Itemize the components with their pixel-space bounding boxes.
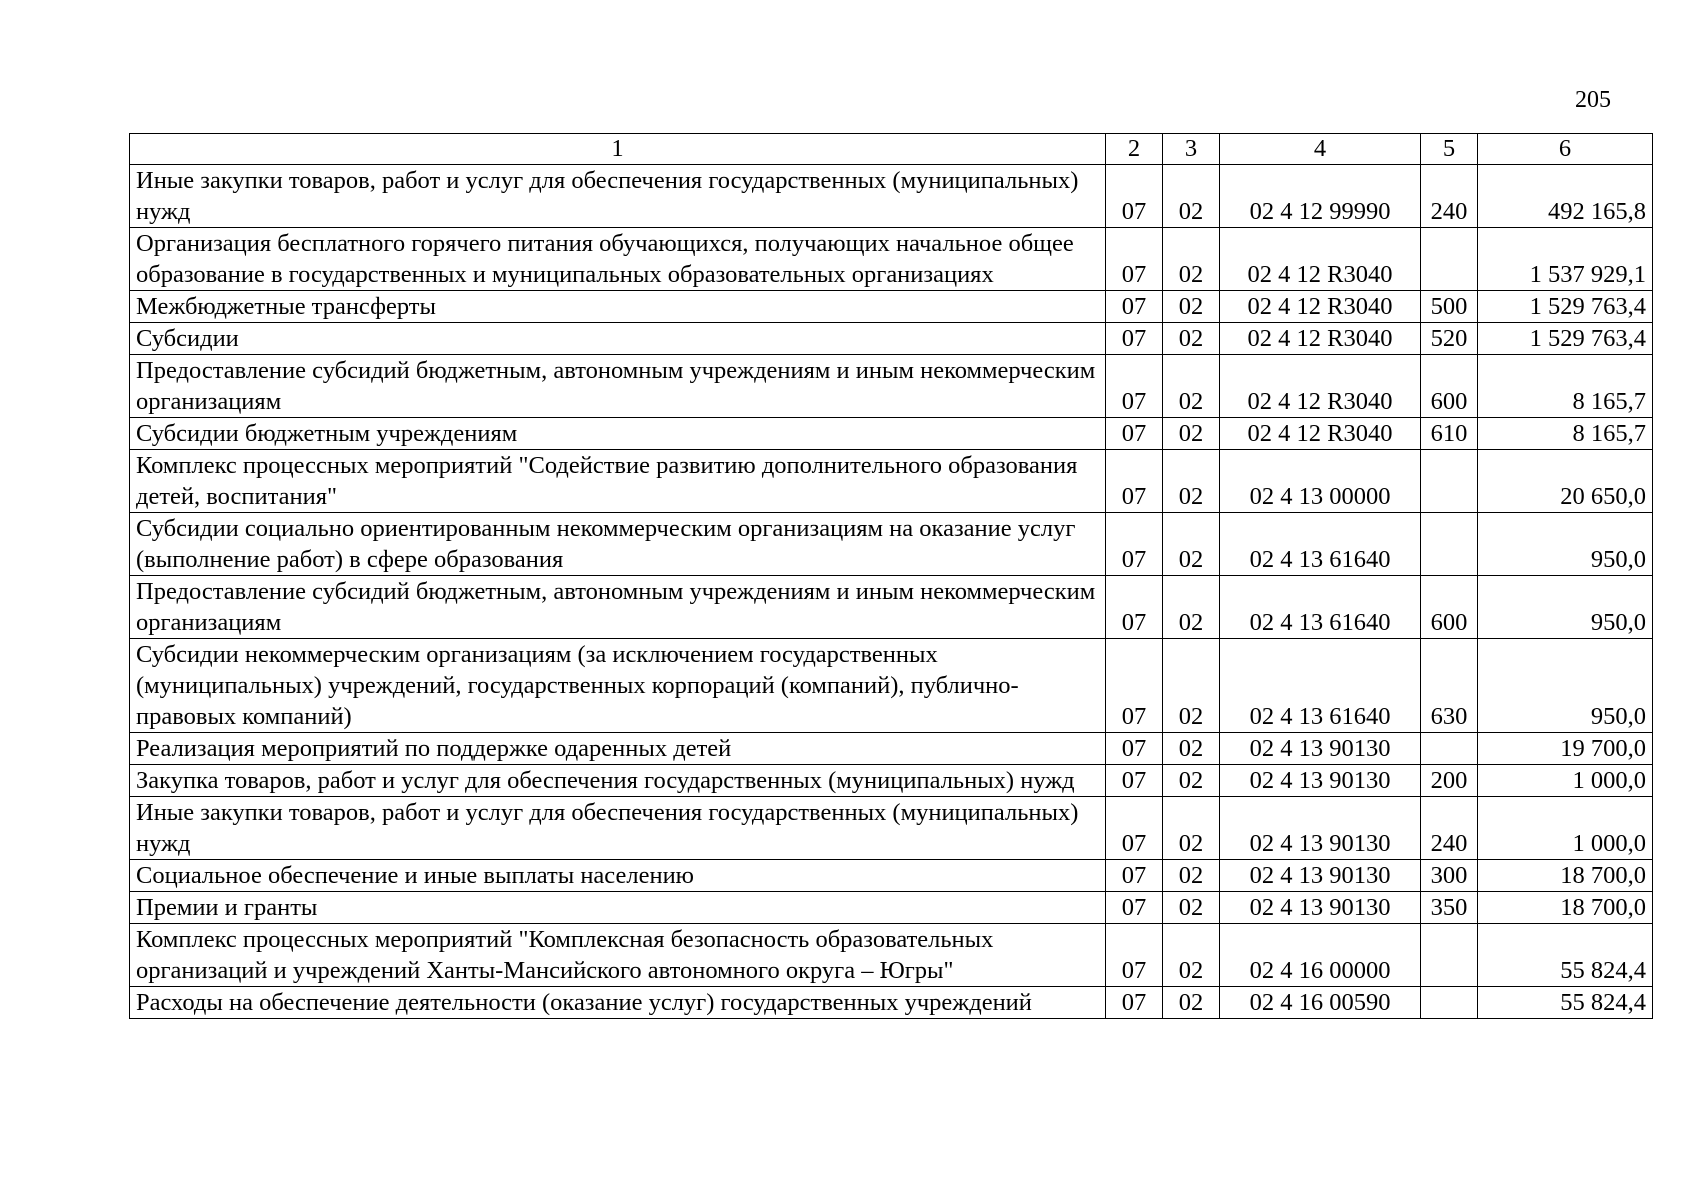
row-subsection: 02 bbox=[1163, 355, 1220, 418]
table-row bbox=[130, 450, 1653, 513]
table-row bbox=[130, 355, 1653, 418]
row-section: 07 bbox=[1106, 797, 1163, 860]
row-section: 07 bbox=[1106, 513, 1163, 576]
row-subsection: 02 bbox=[1163, 797, 1220, 860]
row-section: 07 bbox=[1106, 924, 1163, 987]
row-subsection: 02 bbox=[1163, 639, 1220, 733]
row-target-article: 02 4 13 61640 bbox=[1220, 513, 1421, 576]
row-amount: 8 165,7 bbox=[1478, 418, 1653, 450]
table-row bbox=[130, 924, 1653, 987]
row-expense-type: 300 bbox=[1421, 860, 1478, 892]
row-section: 07 bbox=[1106, 892, 1163, 924]
row-subsection: 02 bbox=[1163, 892, 1220, 924]
row-name: Комплекс процессных мероприятий "Содействие развитию дополнительного образования детей, воспитания" bbox=[130, 450, 1106, 513]
table-body bbox=[130, 165, 1653, 1019]
row-target-article: 02 4 16 00000 bbox=[1220, 924, 1421, 987]
row-subsection: 02 bbox=[1163, 765, 1220, 797]
header-col-4: 4 bbox=[1220, 134, 1421, 165]
row-section: 07 bbox=[1106, 450, 1163, 513]
row-section: 07 bbox=[1106, 860, 1163, 892]
row-target-article: 02 4 13 90130 bbox=[1220, 892, 1421, 924]
row-section: 07 bbox=[1106, 165, 1163, 228]
row-name: Организация бесплатного горячего питания обучающихся, получающих начальное общее образование в государственных и муниципальных образовательных организациях bbox=[130, 228, 1106, 291]
row-section: 07 bbox=[1106, 576, 1163, 639]
row-target-article: 02 4 12 99990 bbox=[1220, 165, 1421, 228]
row-target-article: 02 4 12 R3040 bbox=[1220, 291, 1421, 323]
row-subsection: 02 bbox=[1163, 924, 1220, 987]
row-expense-type bbox=[1421, 513, 1478, 576]
header-row bbox=[130, 134, 1653, 165]
row-amount: 55 824,4 bbox=[1478, 987, 1653, 1019]
row-subsection: 02 bbox=[1163, 165, 1220, 228]
row-expense-type bbox=[1421, 228, 1478, 291]
row-expense-type: 630 bbox=[1421, 639, 1478, 733]
row-name: Субсидии bbox=[130, 323, 1106, 355]
row-subsection: 02 bbox=[1163, 860, 1220, 892]
table-row bbox=[130, 228, 1653, 291]
row-subsection: 02 bbox=[1163, 450, 1220, 513]
row-expense-type: 500 bbox=[1421, 291, 1478, 323]
row-name: Предоставление субсидий бюджетным, автономным учреждениям и иным некоммерческим организациям bbox=[130, 355, 1106, 418]
row-expense-type: 600 bbox=[1421, 576, 1478, 639]
row-amount: 1 529 763,4 bbox=[1478, 291, 1653, 323]
row-subsection: 02 bbox=[1163, 418, 1220, 450]
row-amount: 1 537 929,1 bbox=[1478, 228, 1653, 291]
header-col-1: 1 bbox=[130, 134, 1106, 165]
row-section: 07 bbox=[1106, 765, 1163, 797]
table-row bbox=[130, 576, 1653, 639]
row-expense-type: 200 bbox=[1421, 765, 1478, 797]
row-section: 07 bbox=[1106, 355, 1163, 418]
row-expense-type bbox=[1421, 987, 1478, 1019]
row-section: 07 bbox=[1106, 323, 1163, 355]
row-target-article: 02 4 12 R3040 bbox=[1220, 323, 1421, 355]
row-name: Иные закупки товаров, работ и услуг для обеспечения государственных (муниципальных) нужд bbox=[130, 797, 1106, 860]
row-name: Субсидии бюджетным учреждениям bbox=[130, 418, 1106, 450]
row-name: Комплекс процессных мероприятий "Комплексная безопасность образовательных организаций и учреждений Ханты-Мансийского автономного округа – Югры" bbox=[130, 924, 1106, 987]
table-row bbox=[130, 291, 1653, 323]
row-name: Предоставление субсидий бюджетным, автономным учреждениям и иным некоммерческим организациям bbox=[130, 576, 1106, 639]
row-amount: 492 165,8 bbox=[1478, 165, 1653, 228]
row-subsection: 02 bbox=[1163, 733, 1220, 765]
row-expense-type: 610 bbox=[1421, 418, 1478, 450]
row-expense-type: 240 bbox=[1421, 165, 1478, 228]
row-subsection: 02 bbox=[1163, 513, 1220, 576]
table-row bbox=[130, 513, 1653, 576]
row-expense-type: 600 bbox=[1421, 355, 1478, 418]
row-target-article: 02 4 12 R3040 bbox=[1220, 228, 1421, 291]
row-name: Закупка товаров, работ и услуг для обеспечения государственных (муниципальных) нужд bbox=[130, 765, 1106, 797]
row-amount: 950,0 bbox=[1478, 639, 1653, 733]
row-expense-type bbox=[1421, 450, 1478, 513]
budget-table bbox=[129, 133, 1653, 1019]
row-name: Субсидии некоммерческим организациям (за исключением государственных (муниципальных) учреждений, государственных корпораций (компаний), публично-правовых компаний) bbox=[130, 639, 1106, 733]
row-target-article: 02 4 13 90130 bbox=[1220, 797, 1421, 860]
row-amount: 1 000,0 bbox=[1478, 797, 1653, 860]
row-section: 07 bbox=[1106, 418, 1163, 450]
row-target-article: 02 4 13 90130 bbox=[1220, 860, 1421, 892]
table-row bbox=[130, 165, 1653, 228]
row-target-article: 02 4 13 00000 bbox=[1220, 450, 1421, 513]
row-name: Межбюджетные трансферты bbox=[130, 291, 1106, 323]
row-target-article: 02 4 12 R3040 bbox=[1220, 418, 1421, 450]
row-section: 07 bbox=[1106, 228, 1163, 291]
row-amount: 8 165,7 bbox=[1478, 355, 1653, 418]
header-col-5: 5 bbox=[1421, 134, 1478, 165]
page-number: 205 bbox=[1575, 87, 1611, 113]
row-name: Иные закупки товаров, работ и услуг для обеспечения государственных (муниципальных) нужд bbox=[130, 165, 1106, 228]
row-subsection: 02 bbox=[1163, 323, 1220, 355]
table-row bbox=[130, 323, 1653, 355]
table-row bbox=[130, 797, 1653, 860]
row-target-article: 02 4 13 61640 bbox=[1220, 576, 1421, 639]
row-amount: 950,0 bbox=[1478, 576, 1653, 639]
row-name: Субсидии социально ориентированным некоммерческим организациям на оказание услуг (выполнение работ) в сфере образования bbox=[130, 513, 1106, 576]
row-expense-type bbox=[1421, 924, 1478, 987]
row-expense-type: 240 bbox=[1421, 797, 1478, 860]
row-section: 07 bbox=[1106, 291, 1163, 323]
row-amount: 20 650,0 bbox=[1478, 450, 1653, 513]
row-expense-type: 350 bbox=[1421, 892, 1478, 924]
row-expense-type bbox=[1421, 733, 1478, 765]
row-amount: 1 529 763,4 bbox=[1478, 323, 1653, 355]
row-amount: 18 700,0 bbox=[1478, 892, 1653, 924]
row-amount: 19 700,0 bbox=[1478, 733, 1653, 765]
table-row bbox=[130, 418, 1653, 450]
row-expense-type: 520 bbox=[1421, 323, 1478, 355]
row-target-article: 02 4 12 R3040 bbox=[1220, 355, 1421, 418]
table-row bbox=[130, 733, 1653, 765]
row-subsection: 02 bbox=[1163, 291, 1220, 323]
row-target-article: 02 4 13 61640 bbox=[1220, 639, 1421, 733]
header-col-2: 2 bbox=[1106, 134, 1163, 165]
table-row bbox=[130, 987, 1653, 1019]
table-row bbox=[130, 639, 1653, 733]
row-section: 07 bbox=[1106, 733, 1163, 765]
row-target-article: 02 4 13 90130 bbox=[1220, 733, 1421, 765]
row-subsection: 02 bbox=[1163, 987, 1220, 1019]
row-name: Расходы на обеспечение деятельности (оказание услуг) государственных учреждений bbox=[130, 987, 1106, 1019]
row-section: 07 bbox=[1106, 639, 1163, 733]
header-col-3: 3 bbox=[1163, 134, 1220, 165]
row-name: Премии и гранты bbox=[130, 892, 1106, 924]
table-row bbox=[130, 860, 1653, 892]
row-subsection: 02 bbox=[1163, 228, 1220, 291]
row-target-article: 02 4 16 00590 bbox=[1220, 987, 1421, 1019]
table-row bbox=[130, 765, 1653, 797]
row-amount: 1 000,0 bbox=[1478, 765, 1653, 797]
row-name: Реализация мероприятий по поддержке одаренных детей bbox=[130, 733, 1106, 765]
row-target-article: 02 4 13 90130 bbox=[1220, 765, 1421, 797]
row-subsection: 02 bbox=[1163, 576, 1220, 639]
table-row bbox=[130, 892, 1653, 924]
row-amount: 18 700,0 bbox=[1478, 860, 1653, 892]
row-name: Социальное обеспечение и иные выплаты населению bbox=[130, 860, 1106, 892]
row-amount: 950,0 bbox=[1478, 513, 1653, 576]
header-col-6: 6 bbox=[1478, 134, 1653, 165]
row-amount: 55 824,4 bbox=[1478, 924, 1653, 987]
row-section: 07 bbox=[1106, 987, 1163, 1019]
